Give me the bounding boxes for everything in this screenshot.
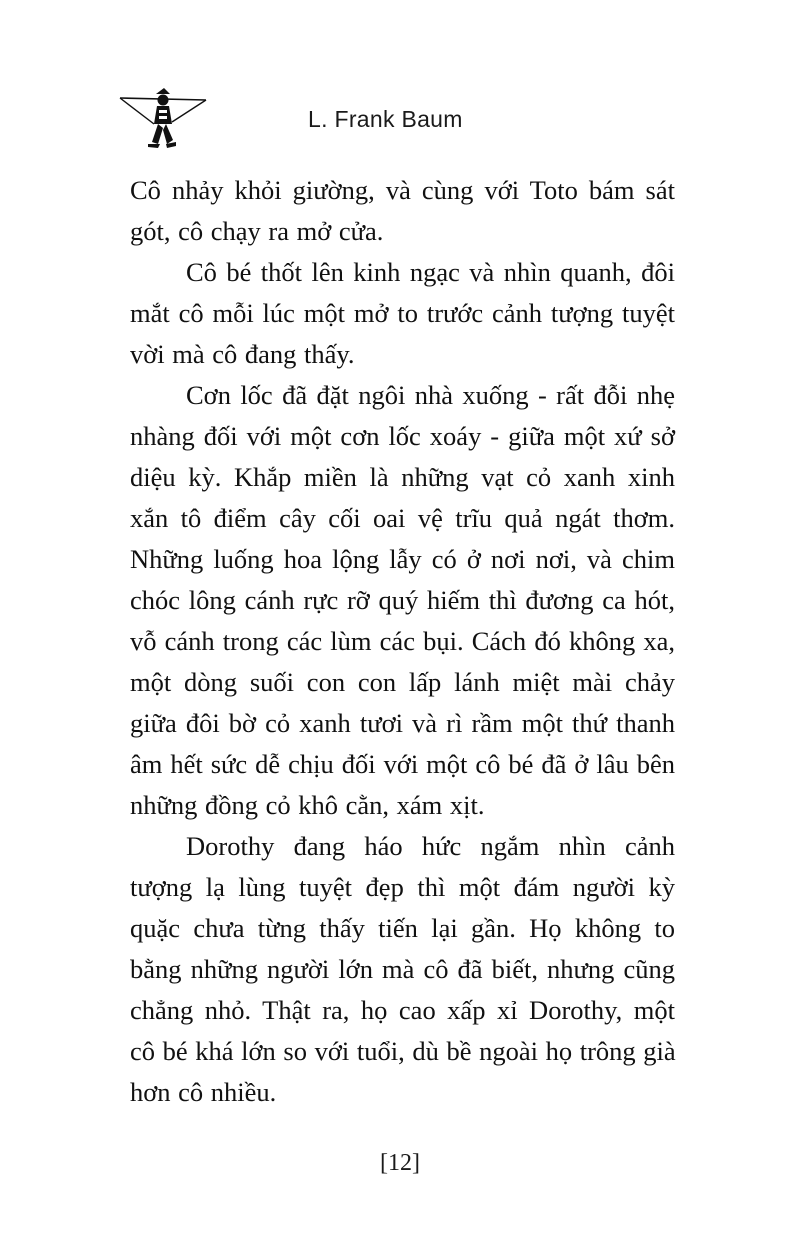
- tightrope-walker-icon: [118, 84, 208, 156]
- paragraph: [130, 252, 675, 375]
- paragraph: [130, 826, 675, 1113]
- text-line: những đồng cỏ khô cằn, xám xịt.: [130, 790, 485, 820]
- text-line: Dorothy đang háo hức ngắm nhìn cảnh: [186, 831, 675, 861]
- text-line: vời mà cô đang thấy.: [130, 339, 355, 369]
- text-line: Cơn lốc đã đặt ngôi nhà xuống - rất đỗi nhẹ: [186, 380, 675, 410]
- paragraph: [130, 170, 675, 252]
- text-line: chóc lông cánh rực rỡ quý hiếm thì đương ca hót,: [130, 585, 675, 615]
- paragraph: [130, 375, 675, 826]
- body-text: [130, 170, 675, 1113]
- text-line: hơn cô nhiều.: [130, 1077, 277, 1107]
- text-line: nhàng đối với một cơn lốc xoáy - giữa một xứ sở: [130, 421, 675, 451]
- text-line: cô bé khá lớn so với tuổi, dù bề ngoài họ trông già: [130, 1036, 676, 1066]
- text-line: mắt cô mỗi lúc một mở to trước cảnh tượng tuyệt: [130, 298, 675, 328]
- running-head-author: L. Frank Baum: [308, 106, 463, 132]
- text-line: tượng lạ lùng tuyệt đẹp thì một đám người kỳ: [130, 872, 675, 902]
- text-line: xắn tô điểm cây cối oai vệ trĩu quả ngát thơm.: [130, 503, 675, 533]
- text-line: bằng những người lớn mà cô đã biết, nhưng cũng: [130, 954, 675, 984]
- text-line: vỗ cánh trong các lùm các bụi. Cách đó không xa,: [130, 626, 675, 656]
- text-line: giữa đôi bờ cỏ xanh tươi và rì rầm một thứ thanh: [130, 708, 675, 738]
- page-number: [12]: [380, 1150, 420, 1176]
- text-line: quặc chưa từng thấy tiến lại gần. Họ không to: [130, 913, 675, 943]
- text-line: gót, cô chạy ra mở cửa.: [130, 216, 384, 246]
- text-line: âm hết sức dễ chịu đối với một cô bé đã ở lâu bên: [130, 749, 675, 779]
- text-line: một dòng suối con con lấp lánh miệt mài chảy: [130, 667, 675, 697]
- text-line: chẳng nhỏ. Thật ra, họ cao xấp xỉ Dorothy, một: [130, 995, 675, 1025]
- text-line: Cô nhảy khỏi giường, và cùng với Toto bám sát: [130, 175, 675, 205]
- text-line: diệu kỳ. Khắp miền là những vạt cỏ xanh xinh: [130, 462, 675, 492]
- text-line: Những luống hoa lộng lẫy có ở nơi nơi, và chim: [130, 544, 675, 574]
- text-line: Cô bé thốt lên kinh ngạc và nhìn quanh, đôi: [186, 257, 675, 287]
